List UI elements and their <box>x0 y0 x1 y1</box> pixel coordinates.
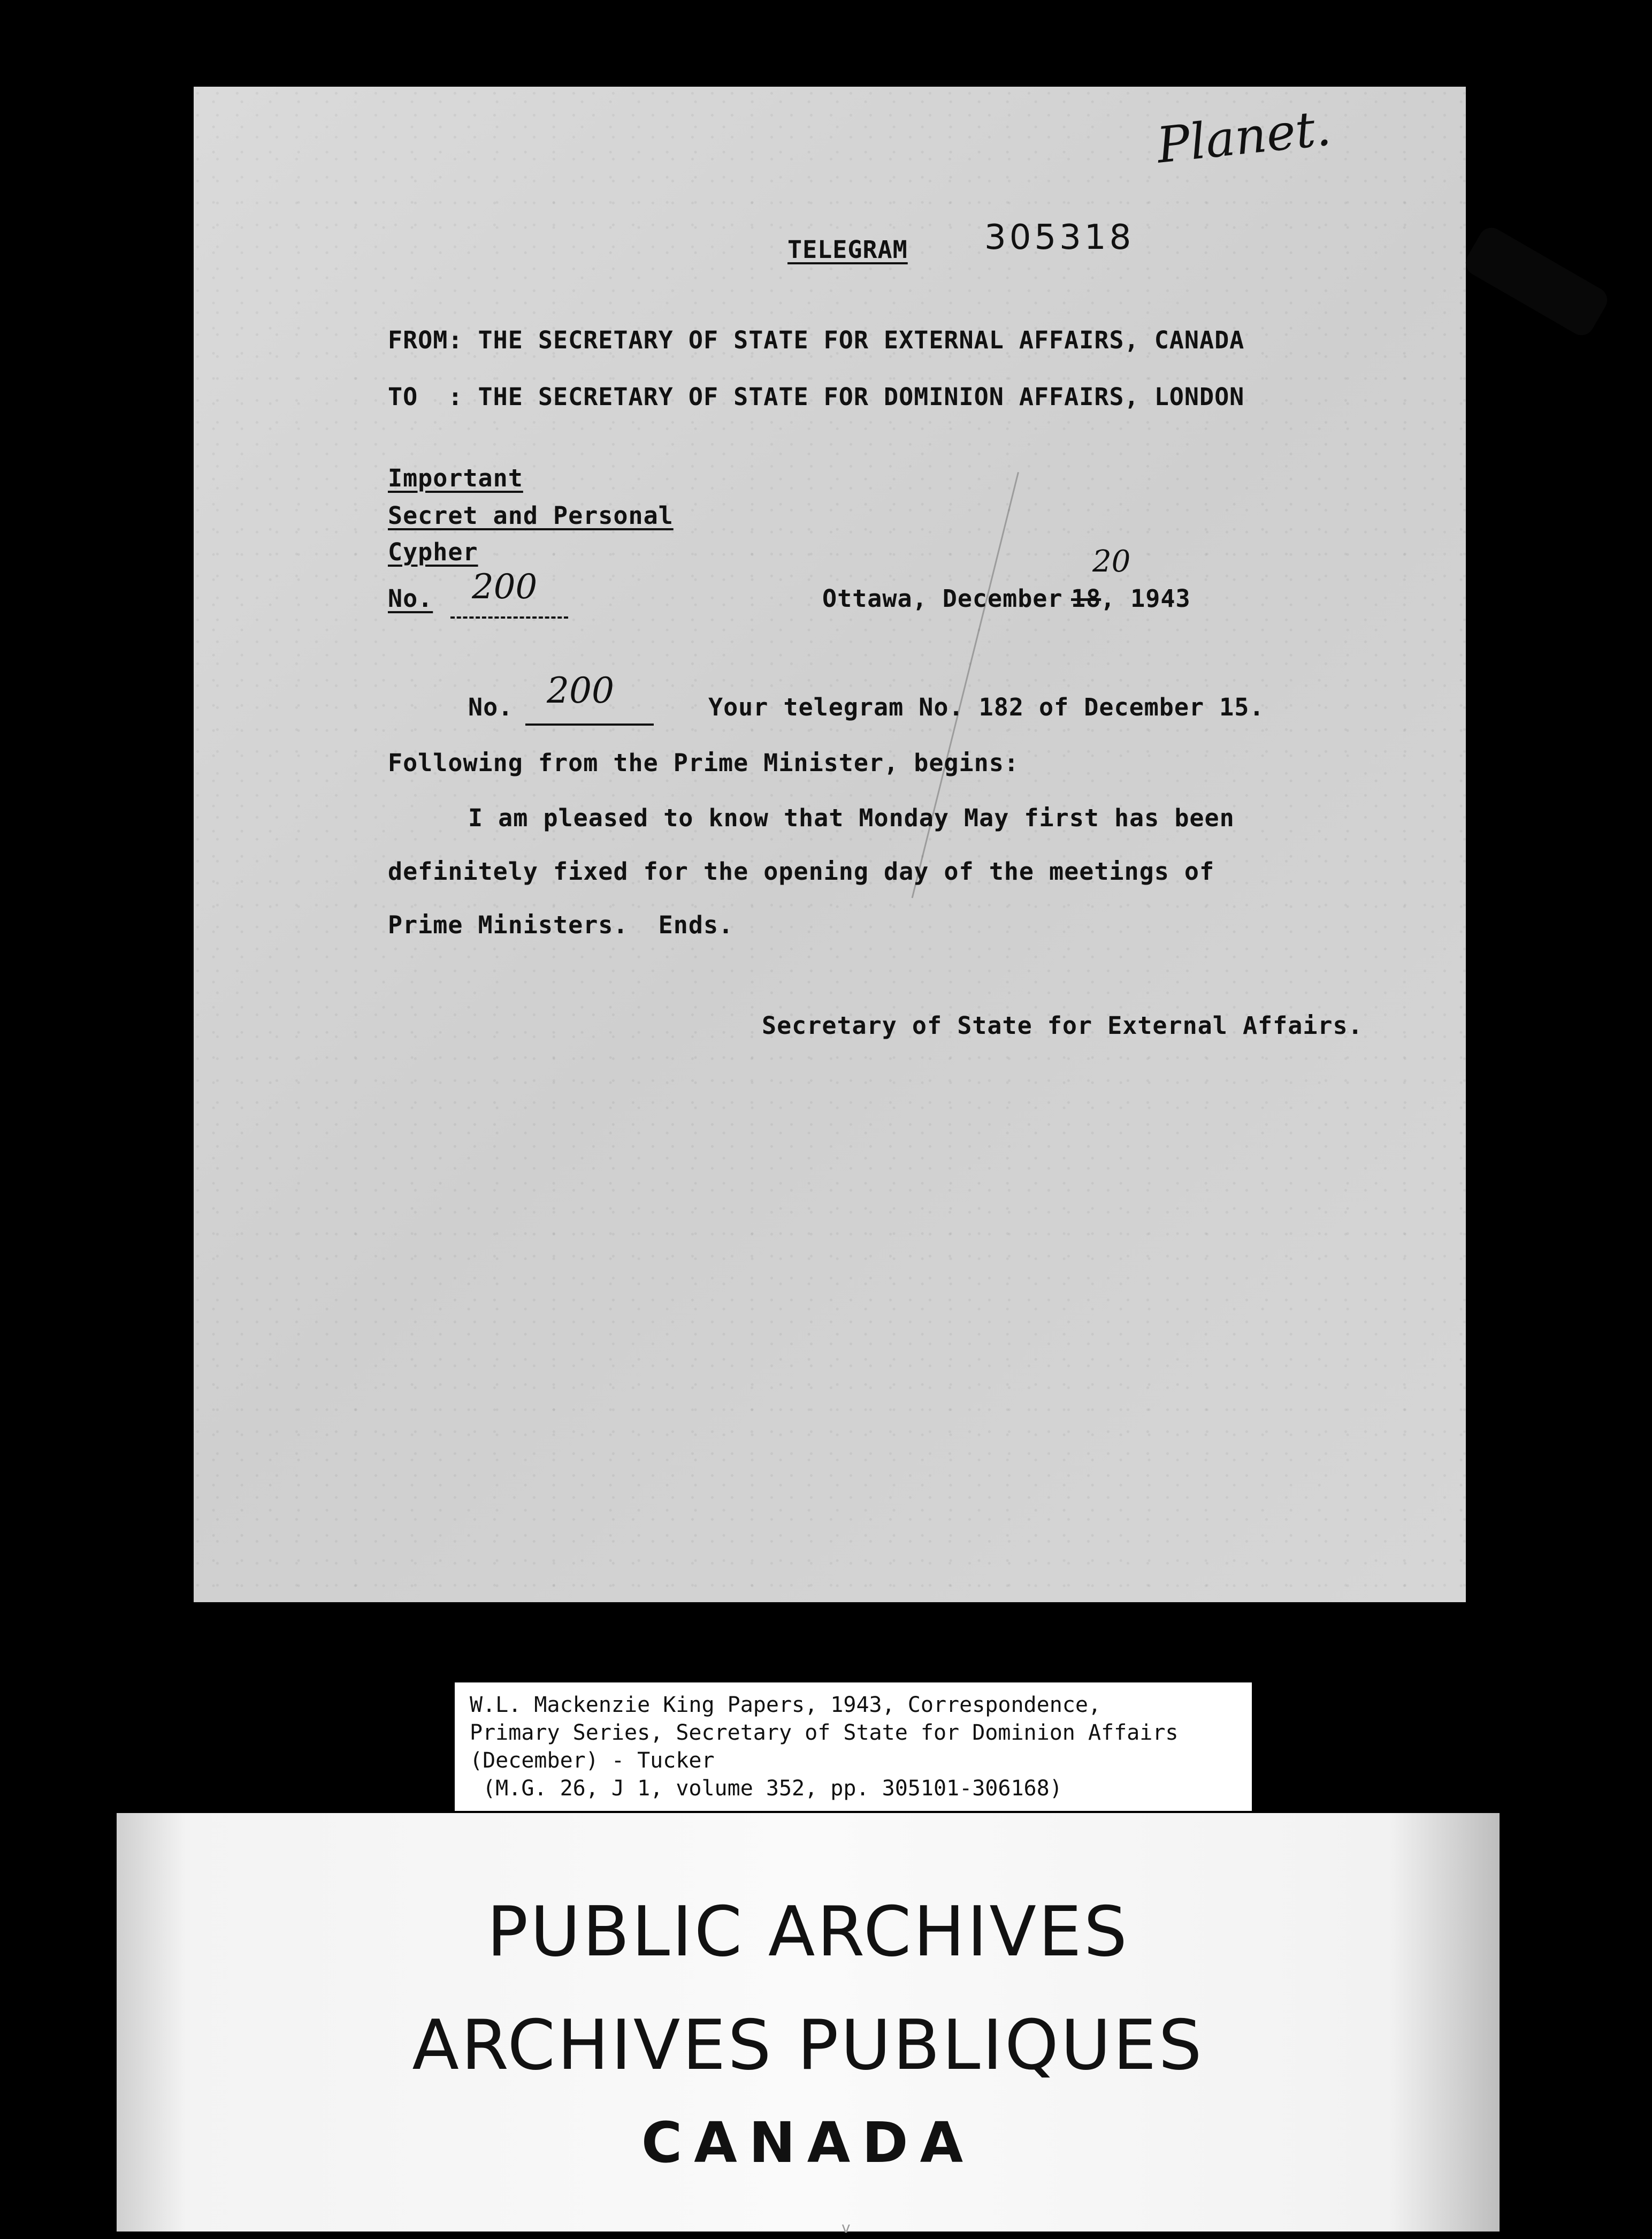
classification-important: Important <box>388 464 523 492</box>
date-day-handwritten: 20 <box>1092 544 1131 579</box>
ref-text: Your telegram No. 182 of December 15. <box>708 693 1265 721</box>
citation-line: (December) - Tucker <box>470 1748 715 1773</box>
archives-banner <box>117 1813 1500 2232</box>
telegram-heading: TELEGRAM <box>787 235 908 264</box>
no-underline <box>450 616 568 619</box>
citation-line: (M.G. 26, J 1, volume 352, pp. 305101-306168) <box>470 1776 1062 1801</box>
no-label: No. <box>388 584 433 613</box>
banner-canada: CANADA <box>641 2110 975 2175</box>
telegram-page <box>194 87 1466 1602</box>
ref-no-value: 200 <box>547 670 614 711</box>
banner-public-archives: PUBLIC ARCHIVES <box>487 1892 1129 1972</box>
paper-crease <box>912 472 1019 898</box>
classification-secret: Secret and Personal <box>388 501 674 530</box>
signature: Secretary of State for External Affairs. <box>762 1011 1363 1040</box>
date-day-typed: 18 <box>1071 584 1102 613</box>
ink-blotch <box>1461 223 1612 340</box>
ref-no-underline <box>525 724 654 726</box>
citation-line: Primary Series, Secretary of State for Dominion Affairs <box>470 1720 1179 1745</box>
begins-line: Following from the Prime Minister, begins: <box>388 749 1019 777</box>
handwritten-note: Planet. <box>1154 99 1334 174</box>
body-line-2: definitely fixed for the opening day of the meetings of <box>388 857 1215 886</box>
from-line: FROM: THE SECRETARY OF STATE FOR EXTERNAL AFFAIRS, CANADA <box>388 326 1245 354</box>
archive-citation-card <box>455 1682 1252 1811</box>
body-line-1: I am pleased to know that Monday May first has been <box>468 804 1235 832</box>
to-line: TO : THE SECRETARY OF STATE FOR DOMINION AFFAIRS, LONDON <box>388 383 1245 411</box>
stamp-number: 305318 <box>984 218 1135 257</box>
ref-no-label: No. <box>468 693 514 721</box>
date-prefix: Ottawa, December <box>822 584 1063 613</box>
no-value: 200 <box>472 567 538 607</box>
body-line-3: Prime Ministers. Ends. <box>388 911 734 939</box>
banner-archives-publiques: ARCHIVES PUBLIQUES <box>412 2006 1204 2085</box>
citation-line: W.L. Mackenzie King Papers, 1943, Correspondence, <box>470 1693 1102 1717</box>
date-year: , 1943 <box>1100 584 1191 613</box>
footnote-mark: v <box>842 2219 851 2236</box>
classification-cypher: Cypher <box>388 538 478 566</box>
